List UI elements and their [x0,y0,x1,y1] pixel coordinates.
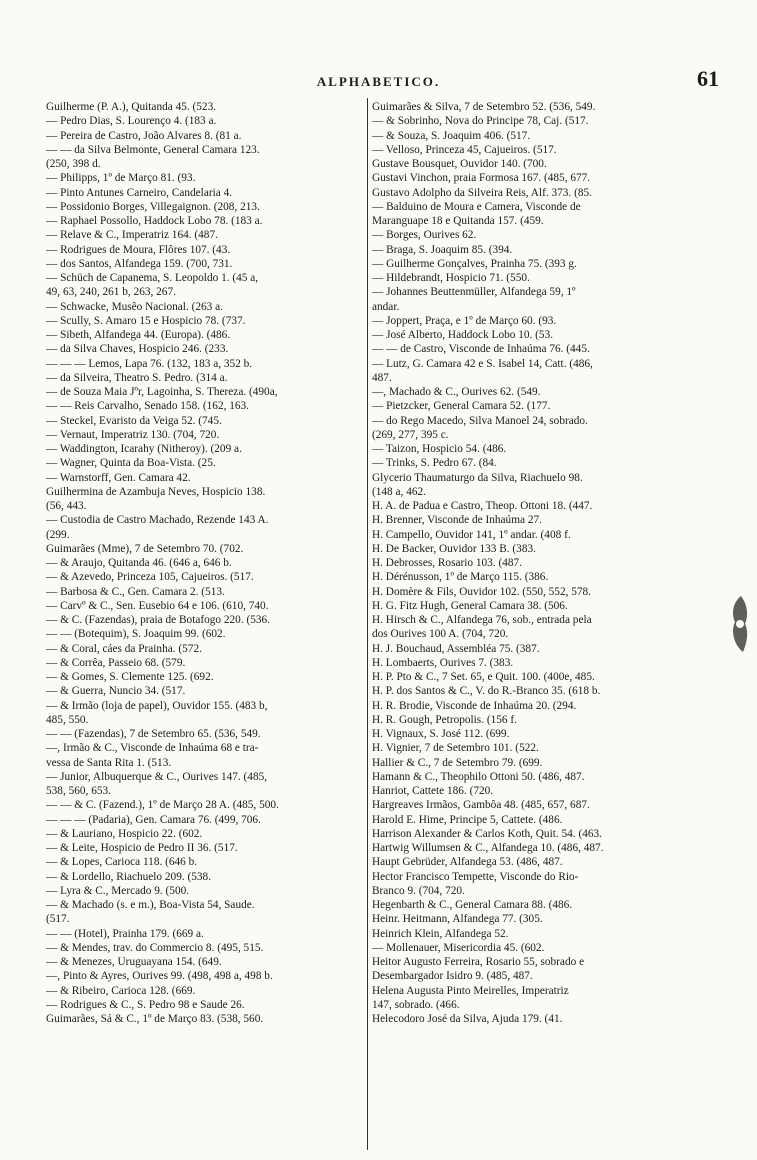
directory-entry: — — da Silva Belmonte, General Camara 123. [46,143,260,156]
directory-entry: — & Leite, Hospicio de Pedro II 36. (517. [46,842,238,854]
directory-entry: H. Campello, Ouvidor 141, 1º andar. (408 f. [372,528,571,541]
directory-entry: — — Reis Carvalho, Senado 158. (162, 163. [46,400,250,413]
directory-entry: Harrison Alexander & Carlos Koth, Quit. 54. (463. [372,827,602,840]
directory-entry: Hanriot, Cattete 186. (720. [372,785,494,797]
directory-entry: — Pinto Antunes Carneiro, Candelaria 4. [46,186,233,199]
directory-entry: H. Debrosses, Rosario 103. (487. [372,557,522,569]
directory-entry: — Trinks, S. Pedro 67. (84. [372,457,497,470]
directory-entry: — & Lordello, Riachuelo 209. (538. [46,870,212,883]
directory-entry: — Steckel, Evaristo da Veiga 52. (745. [46,414,222,427]
directory-entry: H. G. Fitz Hugh, General Camara 38. (506. [372,599,568,612]
directory-entry: — Schüch de Capanema, S. Leopoldo 1. (45 a, [46,272,259,284]
directory-entry: H. Vignaux, S. José 112. (699. [372,728,510,740]
directory-entry: — — — (Padaria), Gen. Camara 76. (499, 706. [46,813,261,826]
directory-entry: —, Irmão & C., Visconde de Inhaúma 68 e tra- [46,742,259,755]
directory-entry: — — & C. (Fazend.), 1º de Março 28 A. (485, 500. [46,799,279,812]
directory-entry: H. P. Pto & C., 7 Set. 65, e Quit. 100. (400e, 485. [372,671,595,683]
directory-entry: — Schwacke, Musêo Nacional. (263 a. [46,300,223,313]
directory-entry: — Rodrigues & C., S. Pedro 98 e Saude 26. [46,998,245,1011]
directory-entry: H. De Backer, Ouvidor 133 B. (383. [372,542,536,555]
margin-stamp-icon [727,592,751,656]
directory-entry: — & C. (Fazendas), praia de Botafogo 220. (536. [46,614,271,626]
directory-entry: — Borges, Ourives 62. [372,229,477,242]
directory-entry: 538, 560, 653. [46,785,111,797]
directory-entry: — & Ribeiro, Carioca 128. (669. [46,984,196,997]
directory-entry: — Pedro Dias, S. Lourenço 4. (183 a. [46,115,217,128]
directory-entry: Heinr. Heitmann, Alfandega 77. (305. [372,913,543,926]
directory-entry: — Waddington, Icarahy (Nitheroy). (209 a. [46,443,242,455]
directory-entry: H. Vignier, 7 de Setembro 101. (522. [372,742,539,755]
directory-entry: vessa de Santa Rita 1. (513. [46,756,172,769]
directory-entry: — Pereira de Castro, João Alvares 8. (81 a. [46,129,242,142]
directory-entry: (269, 277, 395 c. [372,428,449,441]
directory-entry: — da Silveira, Theatro S. Pedro. (314 a. [46,371,228,384]
directory-entry: — & Irmão (loja de papel), Ouvidor 155. (483 b, [46,699,268,712]
directory-entry: — & Gomes, S. Clemente 125. (692. [46,671,214,683]
directory-entry: Hector Francisco Tempette, Visconde do Rio- [372,870,579,883]
directory-entry: — Barbosa & C., Gen. Camara 2. (513. [46,585,225,598]
directory-entry: — — (Botequim), S. Joaquim 99. (602. [46,628,226,641]
directory-entry: — — de Castro, Visconde de Inhaúma 76. (445. [372,343,590,356]
directory-entry: — Hildebrandt, Hospicio 71. (550. [372,272,530,284]
directory-entry: (250, 398 d. [46,158,101,170]
directory-entry: — Carvº & C., Sen. Eusebio 64 e 106. (610, 740. [46,599,269,612]
directory-entry: Gustavi Vinchon, praia Formosa 167. (485, 677. [372,172,591,185]
directory-entry: — Velloso, Princeza 45, Cajueiros. (517. [372,143,557,156]
directory-entry: Gustavo Adolpho da Silveira Reis, Alf. 373. (85. [372,186,592,199]
directory-entry: H. Brenner, Visconde de Inhaúma 27. [372,514,542,527]
directory-entry: — Custodia de Castro Machado, Rezende 143 A. [46,514,269,527]
directory-entry: — Vernaut, Imperatriz 130. (704, 720. [46,428,220,441]
running-title: ALPHABETICO. [316,74,441,89]
directory-entry: — Taizon, Hospicio 54. (486. [372,443,507,455]
directory-entry: — & Araujo, Quitanda 46. (646 a, 646 b. [46,557,232,569]
directory-entry: H. J. Bouchaud, Assembléa 75. (387. [372,642,540,655]
directory-entry: 485, 550. [46,713,89,726]
column-divider [367,98,368,1150]
directory-entry: 147, sobrado. (466. [372,998,460,1011]
directory-entry: Heinrich Klein, Alfandega 52. [372,927,509,940]
right-column [372,100,697,1150]
directory-entry: —, Machado & C., Ourives 62. (549. [372,386,541,398]
directory-entry: Guimarães (Mme), 7 de Setembro 70. (702. [46,542,244,555]
directory-entry: — Balduino de Moura e Camera, Visconde de [372,200,581,213]
directory-entry: — Joppert, Praça, e 1º de Março 60. (93. [372,314,557,327]
directory-entry: Hargreaves Irmãos, Gambôa 48. (485, 657, 687. [372,799,590,812]
directory-entry: — Philipps, 1º de Março 81. (93. [46,172,196,185]
directory-entry: H. Lombaerts, Ourives 7. (383. [372,656,514,669]
directory-entry: Guimarães & Silva, 7 de Setembro 52. (536, 549. [372,101,596,113]
directory-entry: H. P. dos Santos & C., V. do R.-Branco 35. (618 b. [372,685,601,698]
directory-entry: Harold E. Hime, Principe 5, Cattete. (486. [372,813,563,826]
directory-entry: H. Hirsch & C., Alfandega 76, sob., entrada pela [372,614,592,626]
directory-entry: — Junior, Albuquerque & C., Ourives 147. (485, [46,770,268,783]
directory-entry: Guilherme (P. A.), Quitanda 45. (523. [46,101,217,113]
directory-entry: (299. [46,528,70,541]
directory-entry: H. R. Brodie, Visconde de Inhaúma 20. (294. [372,699,577,712]
directory-entry: Hegenbarth & C., General Camara 88. (486. [372,899,573,911]
directory-entry: dos Ourives 100 A. (704, 720. [372,628,509,641]
left-column [46,100,364,1150]
directory-entry: — Possidonio Borges, Villegaignon. (208, 213. [46,200,260,213]
directory-entry: H. Dérénusson, 1º de Março 115. (386. [372,571,549,584]
directory-entry: — Rodrigues de Moura, Flôres 107. (43. [46,243,231,256]
directory-entry: Desembargador Isidro 9. (485, 487. [372,970,533,983]
directory-entry: — José Alberto, Haddock Lobo 10. (53. [372,329,554,341]
directory-entry: — Wagner, Quinta da Boa-Vista. (25. [46,457,216,470]
directory-entry: — — (Fazendas), 7 de Setembro 65. (536, 549. [46,728,261,740]
directory-entry: — Raphael Possollo, Haddock Lobo 78. (183 a. [46,215,263,227]
directory-entry: — Braga, S. Joaquim 85. (394. [372,243,513,256]
directory-entry: —, Pinto & Ayres, Ourives 99. (498, 498 a, 498 b. [46,970,273,983]
directory-entry: andar. [372,300,400,313]
directory-entry: — & Azevedo, Princeza 105, Cajueiros. (517. [46,571,254,584]
page-header [0,66,757,100]
directory-entry: — & Corrêa, Passeio 68. (579. [46,656,186,669]
directory-entry: Guimarães, Sá & C., 1º de Março 83. (538, 560. [46,1013,264,1025]
directory-entry: — & Mendes, trav. do Commercio 8. (495, 515. [46,941,264,954]
directory-entry: Haupt Gebrüder, Alfandega 53. (486, 487. [372,856,563,869]
directory-entry: Gustave Bousquet, Ouvidor 140. (700. [372,158,547,170]
directory-entry: H. Domère & Fils, Ouvidor 102. (550, 552, 578. [372,585,592,598]
directory-entry: — Relave & C., Imperatriz 164. (487. [46,229,218,242]
directory-entry: — & Lauriano, Hospicio 22. (602. [46,827,203,840]
directory-entry: Branco 9. (704, 720. [372,884,465,897]
directory-entry: — Johannes Beuttenmüller, Alfandega 59, 1º [372,286,576,299]
directory-entry: — & Guerra, Nuncio 34. (517. [46,685,186,698]
directory-entry: — da Silva Chaves, Hospicio 246. (233. [46,343,229,356]
directory-entry: Heitor Augusto Ferreira, Rosario 55, sobrado e [372,956,585,968]
directory-entry: — — — Lemos, Lapa 76. (132, 183 a, 352 b. [46,357,253,370]
directory-entry: — Lutz, G. Camara 42 e S. Isabel 14, Catt. (486, [372,357,593,370]
directory-entry: — & Coral, cáes da Prainha. (572. [46,642,202,655]
directory-entry: — & Machado (s. e m.), Boa-Vista 54, Saude. [46,899,255,911]
directory-entry: Helecodoro José da Silva, Ajuda 179. (41. [372,1013,563,1025]
directory-entry: Maranguape 18 e Quitanda 157. (459. [372,215,544,227]
directory-entry: — Pietzcker, General Camara 52. (177. [372,400,551,413]
directory-entry: (56, 443. [46,500,87,512]
directory-entry: Hallier & C., 7 de Setembro 79. (699. [372,756,543,769]
directory-entry: — & Menezes, Uruguayana 154. (649. [46,956,222,968]
directory-entry: (148 a, 462. [372,485,426,498]
directory-entry: Hamann & C., Theophilo Ottoni 50. (486, 487. [372,770,585,783]
directory-entry: H. A. de Padua e Castro, Theop. Ottoni 18. (447. [372,500,593,512]
directory-entry: 487. [372,371,392,384]
directory-entry: (517. [46,913,70,926]
directory-entry: — do Rego Macedo, Silva Manoel 24, sobrado. [372,414,588,427]
directory-entry: — de Souza Maia Jºr, Lagoinha, S. Thereza. (490a, [46,386,278,398]
directory-entry: — & Lopes, Carioca 118. (646 b. [46,856,198,869]
page-number: 61 [697,66,719,91]
directory-entry: H. R. Gough, Petropolis. (156 f. [372,713,517,726]
directory-entry: — Guilherme Gonçalves, Prainha 75. (393 g. [372,257,577,270]
directory-entry: Guilhermina de Azambuja Neves, Hospicio 138. [46,485,266,498]
directory-entry: — Mollenauer, Misericordia 45. (602. [372,941,545,954]
directory-entry: — Lyra & C., Mercado 9. (500. [46,884,190,897]
directory-entry: — & Souza, S. Joaquim 406. (517. [372,129,531,142]
directory-entry: — Scully, S. Amaro 15 e Hospicio 78. (737. [46,314,246,327]
directory-entry: — — (Hotel), Prainha 179. (669 a. [46,927,204,940]
directory-entry: — Sibeth, Alfandega 44. (Europa). (486. [46,329,231,341]
directory-entry: Hartwig Willumsen & C., Alfandega 10. (486, 487. [372,842,604,854]
directory-entry: Helena Augusta Pinto Meirelles, Imperatriz [372,984,569,997]
directory-entry: Glycerio Thaumaturgo da Silva, Riachuelo 98. [372,471,583,484]
directory-entry: — dos Santos, Alfandega 159. (700, 731. [46,257,233,270]
directory-entry: — Warnstorff, Gen. Camara 42. [46,471,191,484]
directory-entry: — & Sobrinho, Nova do Principe 78, Caj. (517. [372,115,589,128]
directory-entry: 49, 63, 240, 261 b, 263, 267. [46,286,176,299]
